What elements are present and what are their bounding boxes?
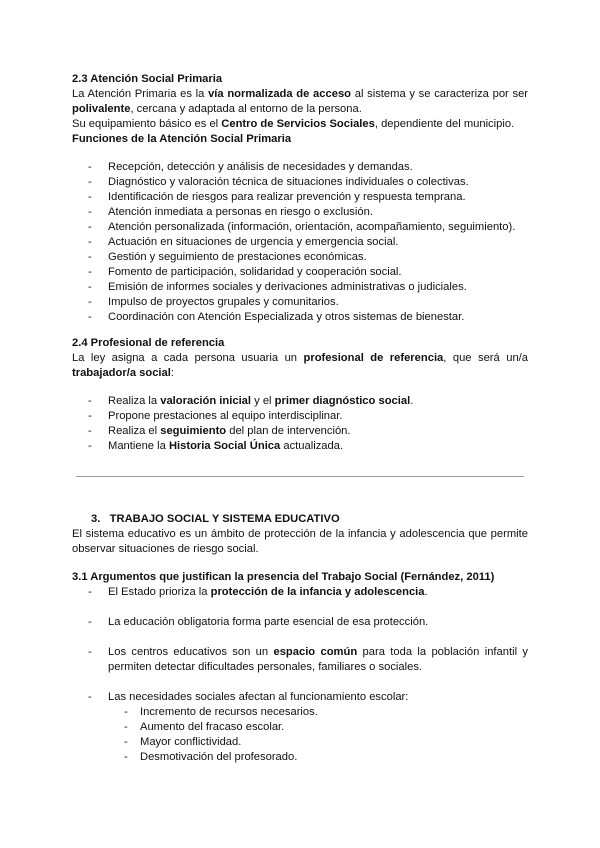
list-item: - Actuación en situaciones de urgencia y emergencia social. (72, 235, 528, 250)
referent-list-block (72, 394, 528, 454)
list-item: - Mayor conflictividad. (72, 735, 528, 750)
text-run: y el (251, 395, 275, 407)
bold-text: protección de la infancia y adolescencia (210, 586, 425, 598)
text-run: Los centros educativos son un (108, 646, 274, 658)
functions-list-block (72, 160, 528, 325)
list-item: - Coordinación con Atención Especializada y otros sistemas de bienestar. (72, 310, 528, 325)
list-item (72, 645, 528, 675)
list-item (72, 394, 528, 409)
list-item (72, 690, 528, 705)
list-item: - Desmotivación del profesorado. (72, 750, 528, 765)
section-3-title-text: TRABAJO SOCIAL Y SISTEMA EDUCATIVO (109, 513, 340, 525)
list-item: - Impulso de proyectos grupales y comunitarios. (72, 295, 528, 310)
functions-title: Funciones de la Atención Social Primaria (72, 133, 292, 145)
text-run: . (424, 586, 428, 598)
list-item (72, 615, 528, 630)
bold-text: profesional de referencia (303, 352, 444, 364)
text-run: . (410, 395, 414, 407)
section-3-1-title: 3.1 Argumentos que justifican la presencia del Trabajo Social (Fernández, 2011) (72, 571, 495, 583)
section-2-3-paragraph-1 (72, 87, 528, 117)
referent-list (72, 394, 528, 454)
text-run: : (170, 367, 174, 379)
text-run: del plan de intervención. (226, 425, 351, 437)
text-run: , cercana y adaptada al entorno de la persona. (130, 103, 362, 115)
section-2-4 (72, 336, 528, 381)
bold-text: Centro de Servicios Sociales (221, 118, 375, 130)
list-item: - Identificación de riesgos para realizar prevención y respuesta temprana. (72, 190, 528, 205)
text-run: La ley asigna a cada persona usuaria un (72, 352, 304, 364)
bold-text: trabajador/a social (72, 367, 171, 379)
text-run: Mantiene la (108, 440, 169, 452)
list-item (72, 585, 528, 600)
list-item: - Recepción, detección y análisis de necesidades y demandas. (72, 160, 528, 175)
bold-text: seguimiento (160, 425, 227, 437)
section-2-4-title: 2.4 Profesional de referencia (72, 337, 225, 349)
list-item: - Aumento del fracaso escolar. (72, 720, 528, 735)
bold-text: primer diagnóstico social (274, 395, 411, 407)
list-item: - Incremento de recursos necesarios. (72, 705, 528, 720)
bold-text: espacio común (273, 646, 358, 658)
list-item: - Diagnóstico y valoración técnica de situaciones individuales o colectivas. (72, 175, 528, 190)
text-run: , que será un/a (443, 352, 528, 364)
bold-text: valoración inicial (160, 395, 252, 407)
text-run: La educación obligatoria forma parte esencial de esa protección. (108, 616, 429, 628)
bold-text: polivalente (72, 103, 131, 115)
section-3-intro: El sistema educativo es un ámbito de protección de la infancia y adolescencia que permite observar situaciones de riesgo social. (72, 528, 528, 555)
section-2-3 (72, 72, 528, 147)
bold-text: Historia Social Única (168, 440, 281, 452)
horizontal-divider (76, 476, 524, 477)
list-item: - Emisión de informes sociales y derivaciones administrativas o judiciales. (72, 280, 528, 295)
functions-list (72, 160, 528, 325)
text-run: al sistema y se caracteriza por ser (351, 88, 529, 100)
section-2-4-paragraph (72, 351, 528, 381)
bold-text: vía normalizada de acceso (208, 88, 352, 100)
args-list (72, 585, 528, 705)
text-run: La Atención Primaria es la (72, 88, 209, 100)
list-item (72, 409, 528, 424)
args-list-block (72, 585, 528, 765)
section-3-number: 3. (91, 513, 101, 525)
section-2-3-title: 2.3 Atención Social Primaria (72, 73, 223, 85)
text-run: Las necesidades sociales afectan al funcionamiento escolar: (108, 691, 409, 703)
list-item: - Atención inmediata a personas en riesgo o exclusión. (72, 205, 528, 220)
needs-sublist (72, 705, 528, 765)
text-run: El Estado prioriza la (108, 586, 211, 598)
section-3-1 (72, 570, 528, 585)
text-run: , dependiente del municipio. (374, 118, 515, 130)
text-run: Realiza el (108, 425, 161, 437)
text-run: Realiza la (108, 395, 161, 407)
list-item (72, 439, 528, 454)
text-run: actualizada. (280, 440, 344, 452)
section-2-3-paragraph-2 (72, 117, 528, 132)
section-3-title (72, 512, 528, 527)
section-3 (72, 512, 528, 557)
list-item (72, 424, 528, 439)
text-run: Su equipamiento básico es el (72, 118, 222, 130)
text-run: Propone prestaciones al equipo interdisciplinar. (108, 410, 343, 422)
text-run: para toda la población infantil y permiten detectar dificultades personales, familiares o sociales. (108, 646, 528, 673)
list-item: - Atención personalizada (información, orientación, acompañamiento, seguimiento). (72, 220, 528, 235)
list-item: - Fomento de participación, solidaridad y cooperación social. (72, 265, 528, 280)
list-item: - Gestión y seguimiento de prestaciones económicas. (72, 250, 528, 265)
